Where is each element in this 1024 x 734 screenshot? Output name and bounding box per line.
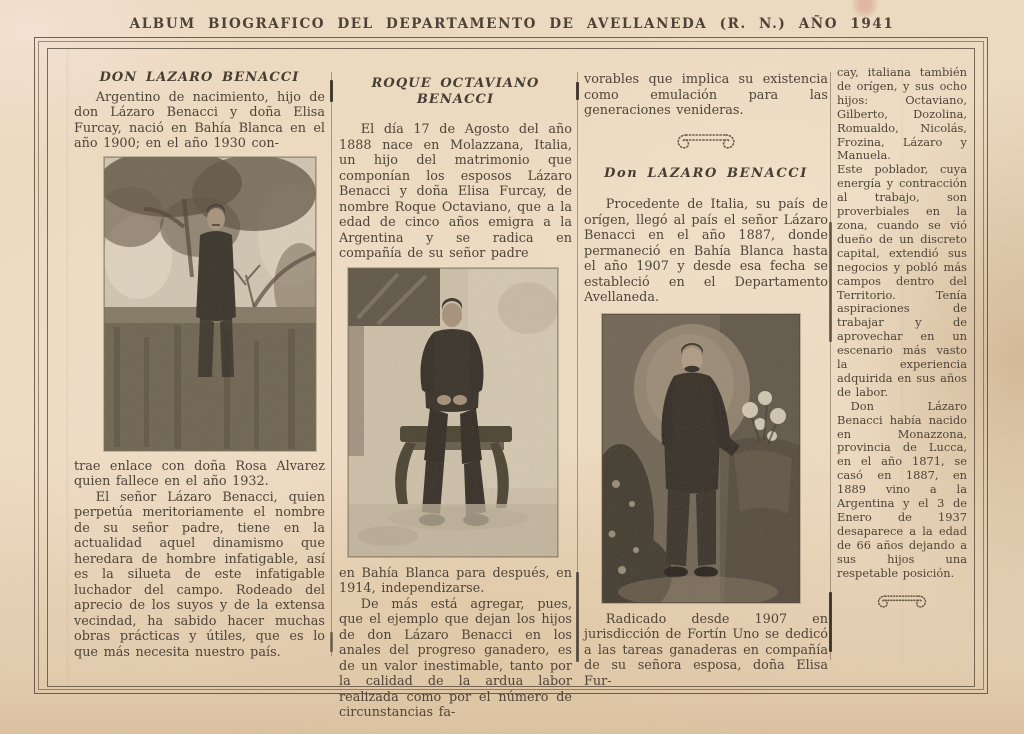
column-divider-2 (577, 72, 578, 660)
paragraph: en Bahía Blanca para después, en 1914, independizarse. (339, 565, 572, 596)
scroll-ornament-icon (674, 128, 738, 156)
scroll-ornament-icon (875, 589, 929, 615)
article-title-don-lazaro-benacci: Don LAZARO BENACCI (604, 165, 808, 181)
article-title-roque-octaviano-benacci: ROQUE OCTAVIANO BENACCI (371, 76, 540, 107)
photo-studio-portrait (602, 314, 828, 603)
paper-crease (66, 48, 69, 685)
column-4 (837, 66, 967, 615)
column-divider-1 (331, 72, 332, 656)
paragraph: El señor Lázaro Benacci, quien perpetúa meritoriamente el nombre de su señor padre, tiene en la actualidad aquel dinamismo que heredara de hombre infatigable, así es la silueta de este infatigable luchador del campo. Rodeado del aprecio de los suyos y de la extensa vecindad, ha sabido hacer muchas obras prácticas y útiles, que es lo que más necesita nuestro país. (74, 489, 325, 660)
paragraph: Radicado desde 1907 en jurisdicción de Fortín Uno se dedicó a las tareas ganaderas en compañía de su señora esposa, doña Elisa Fur- (584, 611, 828, 689)
paragraph: Argentino de nacimiento, hijo de don Lázaro Benacci y doña Elisa Furcay, nació en Bahía Blanca en el año 1900; en el año 1930 con- (74, 89, 325, 151)
page-header: ALBUM BIOGRAFICO DEL DEPARTAMENTO DE AVELLANEDA (R. N.) AÑO 1941 (129, 16, 895, 32)
paragraph: Don Lázaro Benacci había nacido en Monazzona, provincia de Lucca, en el año 1871, se casó en 1887, en 1889 vino a la Argentina y el 3 de Enero de 1937 desaparece a la edad de 66 años dejando a sus hijos una respetable posición. (837, 398, 967, 580)
article-title-don-lazaro-benacci-hijo: DON LAZARO BENACCI (99, 70, 300, 85)
paragraph: cay, italiana también de orígen, y sus ocho hijos: Octaviano, Gilberto, Dozolina, Romualdo, Nicolás, Frozina, Lázaro y Manuela. (837, 65, 967, 163)
paragraph: trae enlace con doña Rosa Alvarez quien fallece en el año 1932. (74, 458, 325, 489)
column-divider-3 (830, 72, 831, 660)
photo-man-by-tree (104, 157, 325, 451)
paragraph: De más está agregar, pues, que el ejemplo que dejan los hijos de don Lázaro Benacci en los anales del progreso ganadero, es de un valor inestimable, tanto por la calidad de la ardua labor realizada como por el número de circunstancias fa- (339, 596, 572, 720)
column-3 (584, 72, 828, 689)
column-1 (74, 70, 325, 660)
photo-man-seated (348, 268, 572, 557)
column-2 (339, 76, 572, 721)
paragraph: Este poblador, cuya energía y contracción al trabajo, son proverbiales en la zona, cuando se vió dueño de un discreto capital, extendió sus negocios y pobló más campos dentro del Territorio. Tenía aspiraciones de trabajar y de aprovechar en un escenario más vasto la experiencia adquirida en sus años de labor. (837, 162, 967, 399)
paragraph: El día 17 de Agosto del año 1888 nace en Molazzana, Italia, un hijo del matrimonio que componían los esposos Lázaro Benacci y doña Elisa Furcay, de nombre Roque Octaviano, que a la edad de cinco años emigra a la Argentina y se radica en compañía de su señor padre (339, 122, 572, 261)
paragraph: Procedente de Italia, su país de orígen, llegó al país el señor Lázaro Benacci en el año 1887, donde permaneció en Bahía Blanca hasta el año 1907 y desde esa fecha se estableció en el Departamento Avellaneda. (584, 197, 828, 305)
paragraph: vorables que implica su existencia como emulación para las generaciones venideras. (584, 72, 828, 118)
